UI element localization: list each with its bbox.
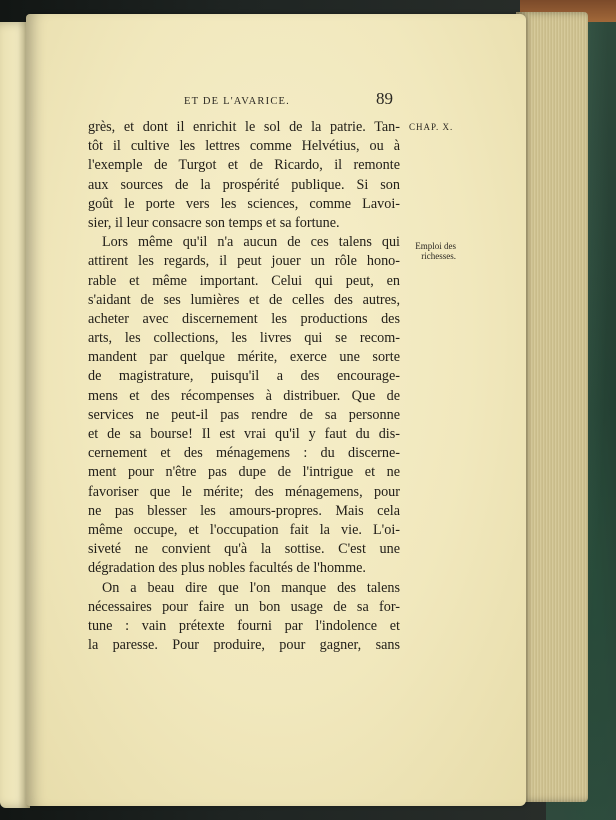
text-line: acheter avec discernement les productions des [88,310,400,327]
text-line: siveté ne convient qu'à la sottise. C'est une [88,541,400,558]
text-line: aux sources de la prospérité publique. Si son [88,176,400,193]
text-line: mens et des récompenses à distribuer. Que de [88,387,400,404]
text-line: On a beau dire que l'on manque des talens [102,579,400,596]
text-line: goût le porte vers les sciences, comme Lavoi- [88,195,400,212]
body-text [88,118,400,655]
text-line: l'exemple de Turgot et de Ricardo, il remonte [88,157,400,174]
running-head: ET DE L'AVARICE. [184,96,290,107]
text-line: tune : vain prétexte fourni par l'indolence et [88,617,400,634]
text-line: tôt il cultive les lettres comme Helvétius, ou à [88,138,400,155]
text-line: cernement et des ménagemens : du discerne- [88,445,400,462]
text-line: la paresse. Pour produire, pour gagner, sans [88,637,400,654]
text-line: attirent les regards, il peut jouer un rôle hono- [88,253,400,270]
text-line: nécessaires pour faire un bon usage de sa for- [88,598,400,615]
text-line: favoriser que le mérite; des ménagemens, pour [88,483,400,500]
text-line: services ne peut-il pas rendre de sa personne [88,406,400,423]
margin-note-line: richesses. [421,251,456,261]
page-number: 89 [376,89,393,108]
text-line: rable et même important. Celui qui peut, en [88,272,400,289]
text-line: de magistrature, puisqu'il a des encourage- [88,368,400,385]
margin-note [404,241,456,261]
text-line: arts, les collections, les livres qui se recom- [88,330,400,347]
text-line: ment pour n'être pas dupe de l'intrigue et ne [88,464,400,481]
text-line: mandent par quelque mérite, exerce une sorte [88,349,400,366]
chapter-marker: CHAP. X. [409,122,454,132]
text-line: s'aidant de ses lumières et de celles des autres, [88,291,400,308]
text-line: et de sa bourse! Il est vrai qu'il y faut du dis- [88,426,400,442]
margin-note-line: Emploi des [415,241,456,251]
text-line: même occupe, et l'occupation fait la vie. L'oi- [88,521,400,538]
text-line: sier, il leur consacre son temps et sa fortune. [88,214,340,231]
text-line: Lors même qu'il n'a aucun de ces talens qui [102,234,400,251]
page-edges-stack [516,12,588,802]
text-line: dégradation des plus nobles facultés de l'homme. [88,560,366,577]
text-line: grès, et dont il enrichit le sol de la patrie. Tan- [88,119,400,135]
text-line: ne pas blesser les amours-propres. Mais cela [88,502,400,519]
